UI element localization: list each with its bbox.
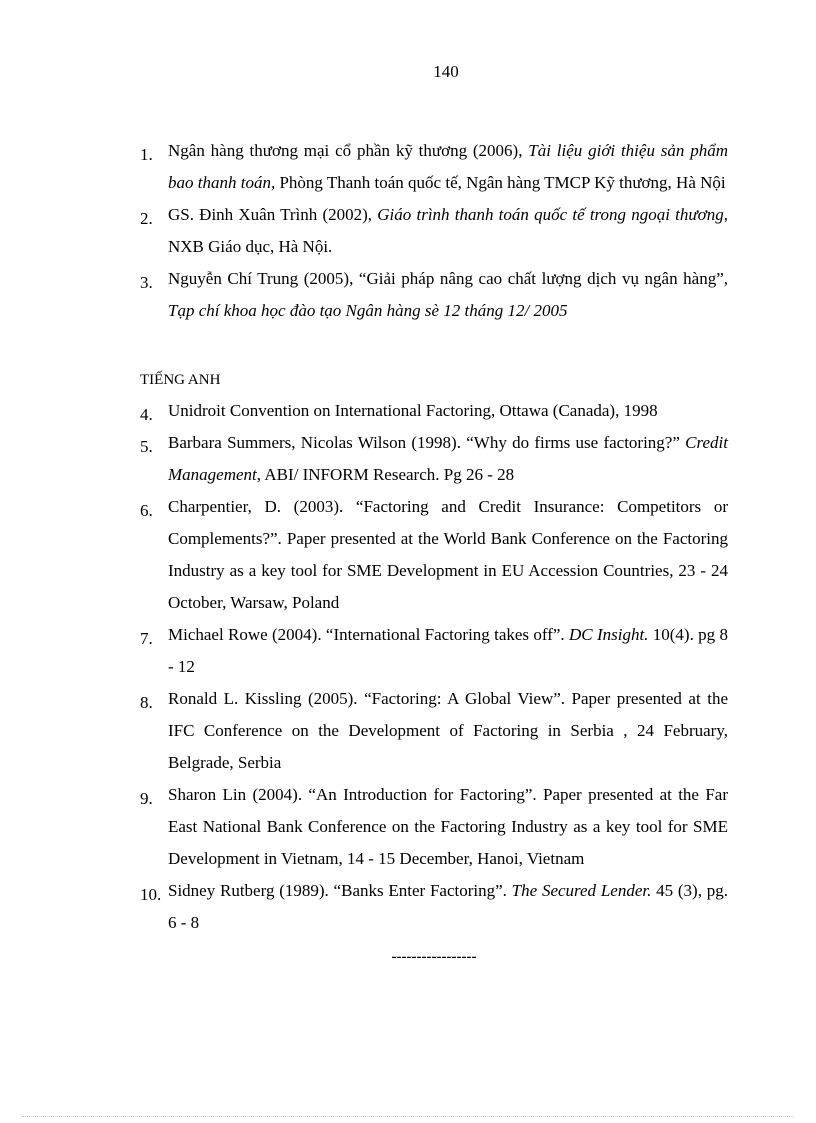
reference-text-segment: Ngân hàng thương mại cổ phần kỹ thương (2006), — [168, 141, 529, 160]
reference-text-segment: Barbara Summers, Nicolas Wilson (1998). “Why do firms use factoring?” — [168, 433, 686, 452]
reference-text — [168, 395, 728, 427]
reference-number: 1. — [140, 145, 153, 164]
reference-text-segment: , NXB Giáo dục, Hà Nội. — [168, 205, 728, 256]
reference-group-vietnamese — [140, 135, 728, 327]
reference-number: 5. — [140, 437, 153, 456]
end-divider: ----------------- — [391, 949, 477, 965]
reference-text — [168, 135, 728, 199]
reference-text — [168, 875, 728, 939]
bottom-dotted-rule — [22, 1116, 794, 1117]
reference-text-segment: Nguyễn Chí Trung (2005), “Giải pháp nâng cao chất lượng dịch vụ ngân hàng”, — [168, 269, 728, 288]
reference-text-segment: Michael Rowe (2004). “International Factoring takes off”. — [168, 625, 570, 644]
reference-title-italic: Tạp chí khoa học đào tạo Ngân hàng sè 12 tháng 12/ 2005 — [168, 301, 568, 320]
reference-title-italic: Credit Management — [168, 433, 728, 484]
reference-item — [140, 395, 728, 427]
reference-text-segment: Ronald L. Kissling (2005). “Factoring: A Global View”. Paper presented at the IFC Conference on the Development of Factoring in Serbia , 24 February, Belgrade, Serbia — [168, 689, 728, 772]
reference-title-italic: Giáo trình thanh toán quốc tế trong ngoại thương — [377, 205, 724, 224]
section-title: TIẾNG ANH — [140, 372, 221, 388]
reference-group-english — [140, 395, 728, 939]
reference-text-segment: Charpentier, D. (2003). “Factoring and Credit Insurance: Competitors or Complements?”. Paper presented at the World Bank Conference on the Factoring Industry as a key tool for SME Development in EU Accession Countries, 23 - 24 October, Warsaw, Poland — [168, 497, 728, 612]
reference-text — [168, 263, 728, 327]
reference-item — [140, 199, 728, 263]
reference-item — [140, 135, 728, 199]
reference-number: 2. — [140, 209, 153, 228]
reference-list — [140, 135, 728, 966]
reference-text — [168, 619, 728, 683]
reference-text — [168, 199, 728, 263]
reference-text-segment: Sharon Lin (2004). “An Introduction for Factoring”. Paper presented at the Far East National Bank Conference on the Factoring Industry as a key tool for SME Development in Vietnam, 14 - 15 December, Hanoi, Vietnam — [168, 785, 728, 868]
reference-text-segment: , ABI/ INFORM Research. Pg 26 - 28 — [256, 465, 515, 484]
reference-number: 9. — [140, 789, 153, 808]
reference-item — [140, 427, 728, 491]
reference-text-segment: Sidney Rutberg (1989). “Banks Enter Factoring”. — [168, 881, 512, 900]
reference-text-segment: 10(4). pg 8 - 12 — [168, 625, 728, 676]
reference-number: 10. — [140, 885, 162, 904]
reference-title-italic: The Secured Lender. — [511, 881, 652, 900]
reference-number: 6. — [140, 501, 153, 520]
reference-text-segment: Phòng Thanh toán quốc tế, Ngân hàng TMCP Kỹ thương, Hà Nội — [275, 173, 726, 192]
reference-text-segment: Unidroit Convention on International Factoring, Ottawa (Canada), 1998 — [168, 401, 658, 420]
reference-title-italic: Tài liệu giới thiệu sản phẩm bao thanh toán, — [168, 141, 728, 192]
reference-item — [140, 263, 728, 327]
reference-text — [168, 779, 728, 875]
reference-item — [140, 491, 728, 619]
reference-number: 8. — [140, 693, 153, 712]
reference-text — [168, 427, 728, 491]
reference-number: 3. — [140, 273, 153, 292]
reference-item — [140, 779, 728, 875]
reference-item — [140, 619, 728, 683]
reference-item — [140, 683, 728, 779]
reference-text — [168, 683, 728, 779]
reference-title-italic: DC Insight. — [569, 625, 649, 644]
reference-text — [168, 491, 728, 619]
reference-number: 4. — [140, 405, 153, 424]
page-number: 140 — [433, 62, 459, 81]
reference-number: 7. — [140, 629, 153, 648]
reference-item — [140, 875, 728, 939]
reference-text-segment: GS. Đinh Xuân Trình (2002), — [168, 205, 378, 224]
reference-text-segment: 45 (3), pg. 6 - 8 — [168, 881, 728, 932]
